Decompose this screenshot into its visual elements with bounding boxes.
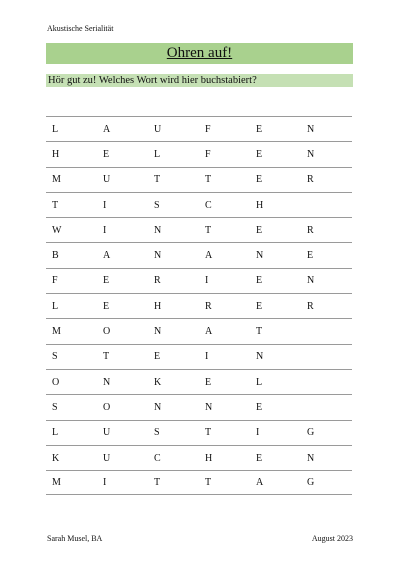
letter-cell: N bbox=[205, 401, 213, 413]
letter-cell: E bbox=[256, 123, 263, 135]
letter-cell: I bbox=[103, 224, 107, 236]
letter-cell: A bbox=[103, 250, 111, 262]
document-header-label: Akustische Serialität bbox=[47, 24, 114, 33]
letter-cell: E bbox=[256, 148, 263, 160]
letter-cell: F bbox=[205, 148, 211, 160]
grid-row bbox=[46, 470, 352, 495]
letter-cell: C bbox=[154, 452, 161, 464]
letter-cell: E bbox=[256, 452, 263, 464]
letter-cell: N bbox=[307, 275, 315, 287]
letter-cell: A bbox=[205, 250, 213, 262]
letter-cell: S bbox=[154, 427, 160, 439]
letter-cell: I bbox=[256, 427, 260, 439]
letter-cell: T bbox=[256, 326, 263, 338]
letter-cell: F bbox=[52, 275, 58, 287]
footer-author: Sarah Musel, BA bbox=[47, 534, 103, 543]
page-title: Ohren auf! bbox=[166, 45, 233, 61]
letter-cell: L bbox=[256, 376, 263, 388]
letter-cell: B bbox=[52, 250, 59, 262]
letter-cell: A bbox=[103, 123, 111, 135]
letter-cell: U bbox=[154, 123, 162, 135]
letter-cell: U bbox=[103, 427, 111, 439]
instruction-banner bbox=[46, 74, 353, 87]
letter-cell: T bbox=[205, 174, 212, 186]
letter-cell: T bbox=[205, 427, 212, 439]
letter-cell: L bbox=[52, 427, 59, 439]
grid-row bbox=[46, 268, 352, 293]
letter-cell: I bbox=[103, 477, 107, 489]
letter-cell: O bbox=[103, 326, 111, 338]
letter-cell: E bbox=[103, 148, 110, 160]
letter-cell: I bbox=[205, 351, 209, 363]
letter-cell: U bbox=[103, 174, 111, 186]
letter-cell: M bbox=[52, 477, 61, 489]
letter-cell: T bbox=[205, 477, 212, 489]
grid-row bbox=[46, 167, 352, 192]
letter-cell: N bbox=[154, 224, 162, 236]
letter-cell: N bbox=[256, 351, 264, 363]
letter-cell: N bbox=[154, 401, 162, 413]
letter-cell: M bbox=[52, 174, 61, 186]
letter-cell: E bbox=[256, 275, 263, 287]
grid-row bbox=[46, 217, 352, 242]
letter-cell: E bbox=[256, 174, 263, 186]
letter-cell: T bbox=[154, 174, 161, 186]
grid-row bbox=[46, 394, 352, 419]
letter-cell: A bbox=[256, 477, 264, 489]
letter-cell: G bbox=[307, 477, 315, 489]
letter-cell: T bbox=[52, 199, 59, 211]
letter-cell: K bbox=[52, 452, 60, 464]
letter-cell: N bbox=[307, 148, 315, 160]
grid-row bbox=[46, 369, 352, 394]
grid-row bbox=[46, 318, 352, 343]
letter-grid bbox=[46, 116, 352, 495]
letter-cell: R bbox=[307, 300, 314, 312]
letter-cell: T bbox=[205, 224, 212, 236]
letter-cell: O bbox=[52, 376, 60, 388]
letter-cell: N bbox=[154, 250, 162, 262]
letter-cell: I bbox=[103, 199, 107, 211]
letter-cell: L bbox=[52, 123, 59, 135]
letter-cell: R bbox=[307, 224, 314, 236]
letter-cell: O bbox=[103, 401, 111, 413]
letter-cell: E bbox=[205, 376, 212, 388]
letter-cell: G bbox=[307, 427, 315, 439]
letter-cell: N bbox=[307, 452, 315, 464]
letter-cell: W bbox=[52, 224, 62, 236]
letter-cell: N bbox=[256, 250, 264, 262]
letter-cell: N bbox=[307, 123, 315, 135]
letter-cell: C bbox=[205, 199, 212, 211]
letter-cell: E bbox=[307, 250, 314, 262]
letter-cell: H bbox=[154, 300, 162, 312]
grid-row bbox=[46, 141, 352, 166]
grid-row bbox=[46, 344, 352, 369]
instruction-text: Hör gut zu! Welches Wort wird hier buchstabiert? bbox=[48, 75, 257, 86]
letter-cell: T bbox=[154, 477, 161, 489]
letter-cell: S bbox=[52, 401, 58, 413]
letter-cell: H bbox=[205, 452, 213, 464]
letter-cell: H bbox=[256, 199, 264, 211]
title-banner bbox=[46, 43, 353, 64]
footer-date: August 2023 bbox=[311, 534, 353, 543]
letter-cell: K bbox=[154, 376, 162, 388]
letter-cell: S bbox=[154, 199, 160, 211]
letter-cell: T bbox=[103, 351, 110, 363]
letter-cell: E bbox=[154, 351, 161, 363]
letter-cell: E bbox=[103, 275, 110, 287]
letter-cell: E bbox=[256, 224, 263, 236]
grid-row bbox=[46, 420, 352, 445]
letter-cell: U bbox=[103, 452, 111, 464]
letter-cell: R bbox=[154, 275, 161, 287]
grid-row bbox=[46, 242, 352, 267]
grid-row bbox=[46, 445, 352, 470]
letter-cell: H bbox=[52, 148, 60, 160]
grid-row bbox=[46, 293, 352, 318]
letter-cell: R bbox=[307, 174, 314, 186]
letter-cell: L bbox=[154, 148, 161, 160]
letter-cell: A bbox=[205, 326, 213, 338]
letter-cell: N bbox=[154, 326, 162, 338]
letter-cell: F bbox=[205, 123, 211, 135]
letter-cell: E bbox=[103, 300, 110, 312]
grid-row bbox=[46, 192, 352, 217]
letter-cell: I bbox=[205, 275, 209, 287]
letter-cell: N bbox=[103, 376, 111, 388]
letter-cell: R bbox=[205, 300, 212, 312]
letter-cell: S bbox=[52, 351, 58, 363]
letter-cell: E bbox=[256, 401, 263, 413]
letter-cell: M bbox=[52, 326, 61, 338]
letter-cell: E bbox=[256, 300, 263, 312]
letter-cell: L bbox=[52, 300, 59, 312]
grid-row bbox=[46, 116, 352, 141]
